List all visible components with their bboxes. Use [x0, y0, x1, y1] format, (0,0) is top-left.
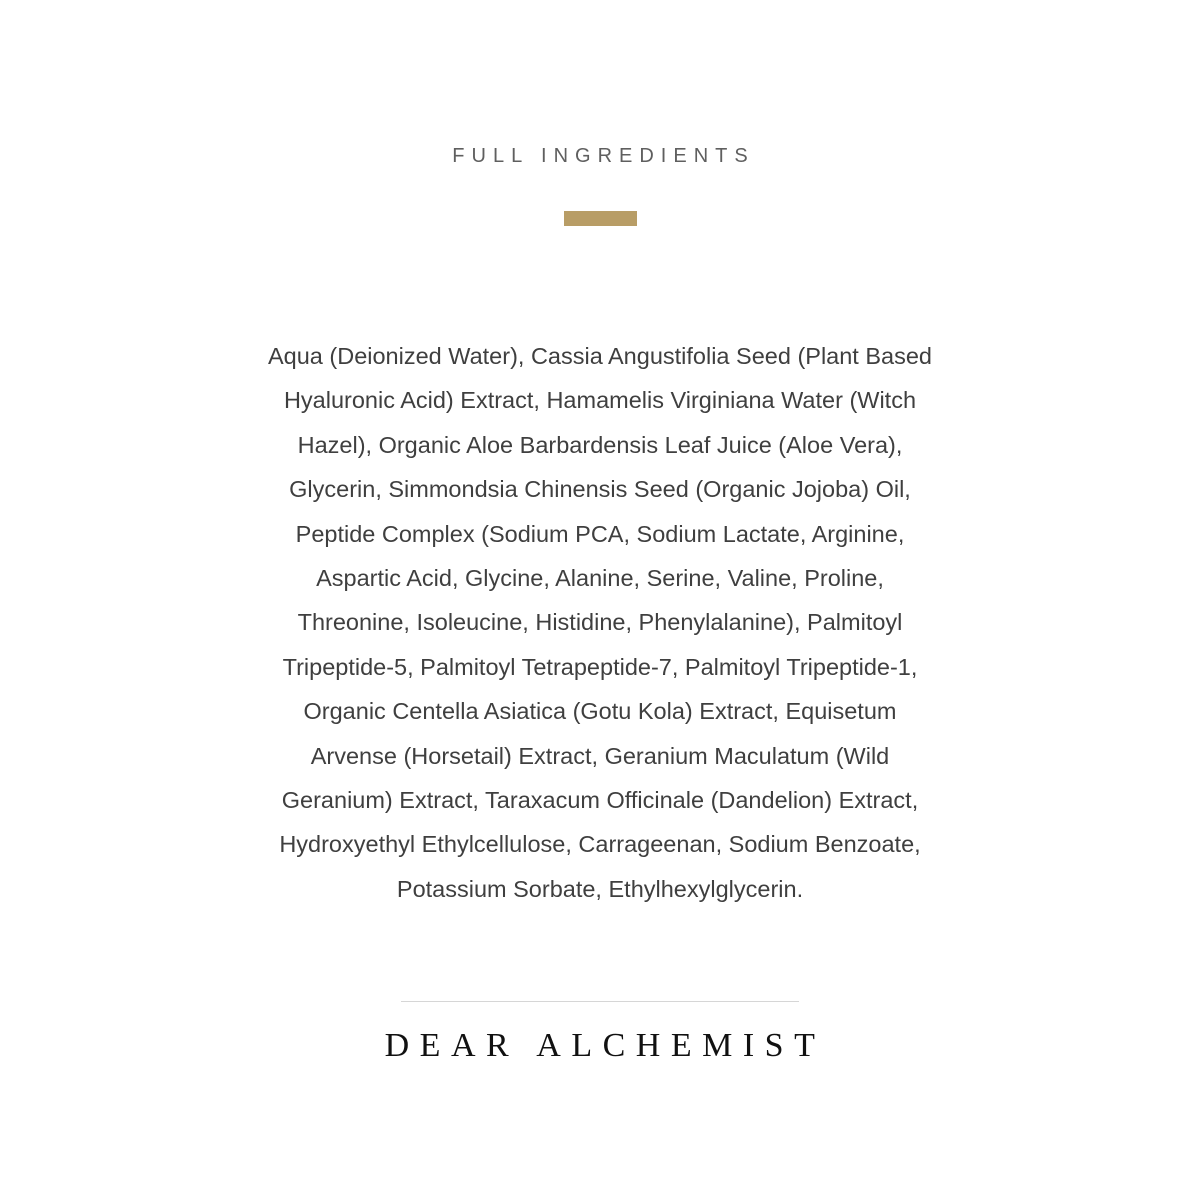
ingredients-line: Hyaluronic Acid) Extract, Hamamelis Virginiana Water (Witch — [283, 387, 917, 414]
ingredients-line: Aqua (Deionized Water), Cassia Angustifolia Seed (Plant Based — [267, 343, 932, 369]
ingredients-line: Threonine, Isoleucine, Histidine, Phenylalanine), Palmitoyl — [297, 609, 903, 636]
ingredients-line: Aspartic Acid, Glycine, Alanine, Serine, Valine, Proline, — [316, 565, 884, 592]
ingredients-line: Hydroxyethyl Ethylcellulose, Carrageenan, Sodium Benzoate, — [279, 831, 921, 858]
ingredients-line: Organic Centella Asiatica (Gotu Kola) Extract, Equisetum — [303, 698, 897, 725]
ingredients-line: Arvense (Horsetail) Extract, Geranium Maculatum (Wild — [310, 742, 890, 769]
section-heading: FULL INGREDIENTS — [452, 145, 755, 167]
ingredients-line: Hazel), Organic Aloe Barbardensis Leaf Juice (Aloe Vera), — [297, 431, 903, 458]
ingredients-line: Peptide Complex (Sodium PCA, Sodium Lactate, Arginine, — [295, 520, 905, 547]
ingredients-line: Potassium Sorbate, Ethylhexylglycerin. — [396, 875, 804, 902]
ingredients-line: Geranium) Extract, Taraxacum Officinale (Dandelion) Extract, — [281, 787, 919, 814]
ingredients-line: Glycerin, Simmondsia Chinensis Seed (Organic Jojoba) Oil, — [289, 476, 911, 503]
ingredients-line: Tripeptide-5, Palmitoyl Tetrapeptide-7, Palmitoyl Tripeptide-1, — [282, 653, 918, 680]
ingredients-list — [240, 334, 960, 911]
brand-logo: DEAR ALCHEMIST — [384, 1027, 826, 1064]
footer-divider — [401, 1001, 799, 1002]
accent-bar — [564, 211, 637, 226]
